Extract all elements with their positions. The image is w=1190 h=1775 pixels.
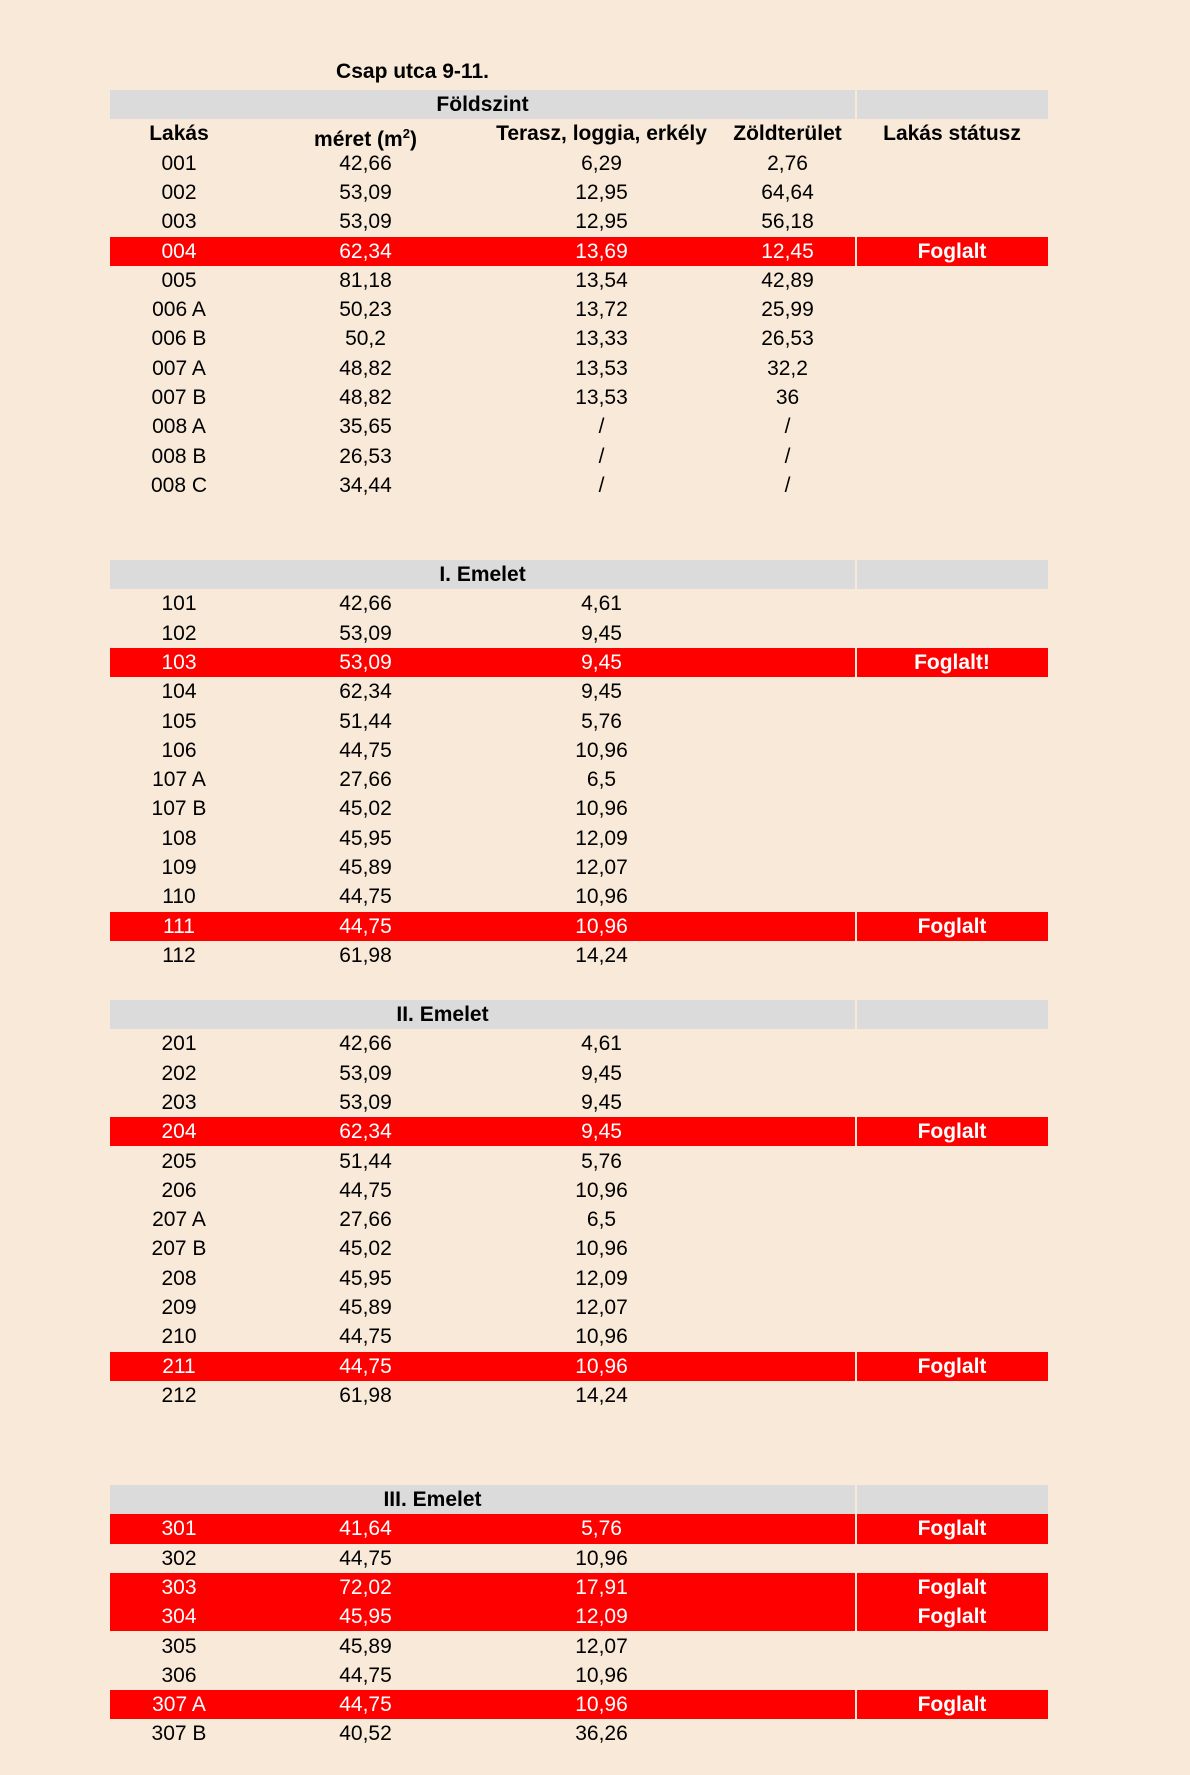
cell-terasz: 9,45 (581, 621, 622, 645)
cell-lakas: 103 (161, 650, 197, 674)
table-row (110, 1088, 1048, 1117)
cell-terasz: 10,96 (575, 1178, 628, 1202)
cell-lakas: 101 (161, 592, 197, 616)
header-terasz: Terasz, loggia, erkély (496, 122, 707, 146)
cell-lakas: 207 B (151, 1237, 207, 1261)
cell-zoldterulet (720, 912, 855, 941)
cell-status (856, 149, 1048, 178)
cell-terasz: 5,76 (581, 1517, 622, 1541)
cell-status: Foglalt (917, 239, 987, 263)
table-row (110, 1573, 1048, 1602)
cell-zoldterulet (720, 1117, 855, 1146)
cell-lakas: 108 (161, 826, 197, 850)
cell-terasz: 13,53 (575, 386, 628, 409)
header-status: Lakás státusz (883, 122, 1021, 146)
cell-status (856, 266, 1048, 295)
cell-zoldterulet (720, 648, 855, 677)
table-row (110, 853, 1048, 882)
cell-terasz: 13,33 (575, 327, 628, 351)
cell-status (856, 1147, 1048, 1176)
cell-lakas: 304 (161, 1605, 197, 1629)
cell-zoldterulet (720, 882, 855, 911)
cell-meret: 48,82 (339, 386, 392, 409)
cell-meret: 61,98 (339, 1383, 392, 1407)
table-row (110, 471, 1048, 500)
cell-zoldterulet: 56,18 (761, 210, 814, 234)
cell-status (856, 853, 1048, 882)
cell-meret: 53,09 (339, 650, 392, 674)
cell-terasz: 10,96 (575, 1663, 628, 1687)
table-row (110, 824, 1048, 853)
cell-status: Foglalt (917, 1120, 987, 1144)
cell-terasz: 13,69 (575, 239, 628, 263)
table-row (110, 1381, 1048, 1410)
cell-terasz: 10,96 (575, 1237, 628, 1261)
cell-zoldterulet: / (784, 415, 791, 439)
table-row (110, 1632, 1048, 1661)
cell-status (856, 882, 1048, 911)
cell-zoldterulet (720, 1352, 855, 1381)
header-lakas: Lakás (149, 122, 209, 146)
cell-zoldterulet (720, 736, 855, 765)
table-row (110, 1029, 1048, 1058)
cell-lakas: 003 (161, 210, 197, 234)
table-row (110, 1059, 1048, 1088)
cell-meret: 53,09 (339, 210, 392, 234)
cell-lakas: 302 (161, 1546, 197, 1570)
cell-lakas: 104 (161, 680, 197, 704)
cell-lakas: 205 (161, 1149, 197, 1173)
table-row (110, 1293, 1048, 1322)
cell-terasz: 12,09 (575, 826, 628, 850)
cell-zoldterulet (720, 1514, 855, 1543)
cell-status (856, 736, 1048, 765)
floor-header-status-bg (857, 560, 1048, 589)
cell-terasz: 4,61 (581, 1032, 622, 1056)
cell-lakas: 006 A (152, 298, 206, 322)
table-row (110, 1264, 1048, 1293)
cell-lakas: 211 (162, 1354, 196, 1378)
floor-name: II. Emelet (396, 1003, 489, 1026)
cell-status (856, 1088, 1048, 1117)
cell-zoldterulet: 32,2 (767, 356, 808, 380)
floor-header-status-bg (857, 90, 1048, 119)
cell-meret: 62,34 (339, 1120, 392, 1144)
cell-status: Foglalt (917, 1693, 987, 1717)
cell-zoldterulet (720, 1719, 855, 1748)
table-row (110, 1322, 1048, 1351)
cell-terasz: 36,26 (575, 1722, 628, 1746)
cell-meret: 44,75 (339, 885, 392, 909)
table-row (110, 178, 1048, 207)
cell-terasz: 10,96 (575, 797, 628, 821)
cell-status (856, 207, 1048, 236)
cell-status (856, 412, 1048, 441)
table-row (110, 882, 1048, 911)
table-row (110, 707, 1048, 736)
cell-meret: 45,89 (339, 1296, 392, 1319)
cell-zoldterulet (720, 1059, 855, 1088)
cell-meret: 61,98 (339, 943, 392, 967)
table-row (110, 1117, 1048, 1146)
cell-meret: 62,34 (339, 239, 392, 263)
floor-header-status-bg (857, 1485, 1048, 1514)
cell-zoldterulet (720, 1264, 855, 1293)
cell-status (856, 324, 1048, 353)
cell-terasz: 10,96 (575, 1354, 628, 1378)
cell-zoldterulet (720, 1088, 855, 1117)
cell-lakas: 203 (161, 1090, 197, 1114)
cell-zoldterulet (720, 794, 855, 823)
cell-terasz: 6,29 (581, 151, 622, 175)
cell-status (856, 824, 1048, 853)
cell-lakas: 210 (161, 1325, 197, 1349)
table-row (110, 736, 1048, 765)
cell-lakas: 106 (161, 738, 197, 762)
cell-meret: 44,75 (339, 1546, 392, 1570)
cell-zoldterulet (720, 619, 855, 648)
table-row (110, 1719, 1048, 1748)
cell-lakas: 202 (161, 1061, 197, 1085)
cell-status (856, 1632, 1048, 1661)
cell-lakas: 008 A (152, 415, 206, 439)
cell-meret: 34,44 (339, 473, 392, 497)
cell-meret: 81,18 (339, 268, 392, 292)
header-meret-text: méret (m (314, 128, 403, 152)
cell-status (856, 707, 1048, 736)
cell-terasz: 4,61 (581, 592, 622, 616)
cell-meret: 53,09 (339, 1090, 392, 1114)
cell-status (856, 471, 1048, 500)
cell-meret: 44,75 (339, 738, 392, 762)
cell-status (856, 354, 1048, 383)
cell-status (856, 1176, 1048, 1205)
cell-terasz: / (598, 444, 605, 468)
cell-status: Foglalt (917, 1575, 987, 1599)
table-row (110, 589, 1048, 618)
cell-meret: 72,02 (339, 1575, 392, 1599)
cell-zoldterulet (720, 1690, 855, 1719)
cell-status (856, 1322, 1048, 1351)
page-title: Csap utca 9-11. (336, 60, 489, 83)
cell-meret: 45,95 (339, 1266, 392, 1290)
cell-terasz: 9,45 (581, 650, 622, 674)
floor-header-status-bg (857, 1000, 1048, 1029)
cell-terasz: 9,45 (581, 1090, 622, 1114)
cell-zoldterulet: / (784, 473, 791, 497)
floor-name: I. Emelet (439, 563, 526, 586)
cell-zoldterulet: 12,45 (761, 239, 814, 263)
cell-meret: 44,75 (339, 1693, 392, 1717)
cell-meret: 41,64 (339, 1517, 392, 1541)
cell-lakas: 307 A (152, 1693, 206, 1717)
cell-lakas: 208 (161, 1266, 197, 1290)
cell-terasz: 12,07 (575, 1296, 628, 1319)
cell-terasz: 10,96 (575, 914, 628, 938)
cell-lakas: 206 (161, 1178, 197, 1202)
cell-terasz: 13,72 (575, 298, 628, 322)
table-row (110, 412, 1048, 441)
cell-zoldterulet (720, 765, 855, 794)
cell-terasz: 6,5 (586, 768, 617, 792)
cell-lakas: 306 (161, 1663, 197, 1687)
cell-status (856, 1029, 1048, 1058)
cell-meret: 27,66 (339, 768, 392, 792)
cell-terasz: 12,95 (575, 180, 628, 204)
cell-terasz: 6,5 (586, 1208, 617, 1232)
cell-status (856, 383, 1048, 412)
table-row (110, 648, 1048, 677)
cell-lakas: 207 A (152, 1208, 206, 1232)
cell-terasz: 10,96 (575, 738, 628, 762)
cell-terasz: 12,95 (575, 210, 628, 234)
cell-zoldterulet: 42,89 (761, 268, 814, 292)
cell-terasz: 5,76 (581, 709, 622, 733)
cell-terasz: 17,91 (575, 1575, 628, 1599)
cell-meret: 44,75 (339, 1325, 392, 1349)
header-meret-close: ) (409, 128, 417, 152)
table-row (110, 1234, 1048, 1263)
cell-lakas: 303 (161, 1575, 197, 1599)
cell-status (856, 1719, 1048, 1748)
cell-lakas: 008 B (151, 444, 207, 468)
cell-terasz: 12,07 (575, 856, 628, 879)
cell-lakas: 204 (161, 1120, 197, 1144)
cell-status (856, 1293, 1048, 1322)
cell-zoldterulet (720, 853, 855, 882)
cell-terasz: 10,96 (575, 1546, 628, 1570)
cell-terasz: 10,96 (575, 1325, 628, 1349)
cell-status (856, 619, 1048, 648)
cell-lakas: 006 B (151, 327, 207, 351)
cell-status: Foglalt (917, 1605, 987, 1629)
header-meret-sup: 2 (402, 126, 410, 142)
floor-header (110, 90, 1048, 119)
table-row (110, 1602, 1048, 1631)
cell-zoldterulet (720, 1632, 855, 1661)
cell-zoldterulet: / (784, 444, 791, 468)
cell-zoldterulet (720, 1661, 855, 1690)
cell-status: Foglalt (917, 1354, 987, 1378)
cell-zoldterulet: 2,76 (767, 151, 808, 175)
table-row (110, 354, 1048, 383)
cell-zoldterulet (720, 1147, 855, 1176)
cell-lakas: 212 (161, 1383, 197, 1407)
cell-zoldterulet: 25,99 (761, 298, 814, 322)
cell-status (856, 1264, 1048, 1293)
cell-terasz: 9,45 (581, 680, 622, 704)
cell-meret: 45,02 (339, 797, 392, 821)
cell-zoldterulet (720, 1029, 855, 1058)
table-row (110, 1661, 1048, 1690)
cell-zoldterulet (720, 941, 855, 970)
cell-lakas: 007 B (151, 386, 207, 409)
cell-lakas: 002 (161, 180, 197, 204)
cell-status: Foglalt (917, 1517, 987, 1541)
cell-lakas: 102 (161, 621, 197, 645)
table-row (110, 677, 1048, 706)
cell-zoldterulet (720, 1573, 855, 1602)
cell-meret: 48,82 (339, 356, 392, 380)
cell-meret: 42,66 (339, 1032, 392, 1056)
cell-terasz: 10,96 (575, 1693, 628, 1717)
cell-meret: 51,44 (339, 1149, 392, 1173)
cell-zoldterulet (720, 1234, 855, 1263)
cell-status: Foglalt (917, 914, 987, 938)
table-row (110, 1176, 1048, 1205)
table-row (110, 266, 1048, 295)
cell-zoldterulet (720, 707, 855, 736)
cell-status (856, 178, 1048, 207)
cell-zoldterulet (720, 677, 855, 706)
cell-lakas: 201 (161, 1032, 197, 1056)
cell-status (856, 1205, 1048, 1234)
cell-status (856, 442, 1048, 471)
cell-meret: 44,75 (339, 1663, 392, 1687)
cell-zoldterulet (720, 1602, 855, 1631)
cell-meret: 44,75 (339, 1354, 392, 1378)
cell-status (856, 794, 1048, 823)
cell-lakas: 111 (163, 914, 195, 938)
table-row (110, 1352, 1048, 1381)
table-row (110, 442, 1048, 471)
cell-meret: 44,75 (339, 914, 392, 938)
cell-zoldterulet: 64,64 (761, 180, 814, 204)
cell-lakas: 001 (161, 151, 197, 175)
cell-lakas: 307 B (151, 1722, 207, 1746)
cell-terasz: / (598, 415, 605, 439)
cell-meret: 40,52 (339, 1722, 392, 1746)
cell-zoldterulet (720, 1544, 855, 1573)
cell-terasz: 12,09 (575, 1605, 628, 1629)
cell-meret: 53,09 (339, 1061, 392, 1085)
cell-meret: 42,66 (339, 592, 392, 616)
table-row (110, 324, 1048, 353)
cell-status (856, 1544, 1048, 1573)
cell-meret: 45,89 (339, 1634, 392, 1658)
cell-terasz: 13,54 (575, 268, 628, 292)
cell-zoldterulet (720, 1381, 855, 1410)
cell-zoldterulet: 26,53 (761, 327, 814, 351)
cell-status (856, 1059, 1048, 1088)
cell-lakas: 004 (161, 239, 197, 263)
cell-terasz: 10,96 (575, 885, 628, 909)
cell-terasz: / (598, 473, 605, 497)
table-row (110, 794, 1048, 823)
cell-meret: 50,2 (345, 327, 386, 351)
cell-terasz: 14,24 (575, 943, 628, 967)
cell-status (856, 589, 1048, 618)
cell-lakas: 008 C (150, 473, 208, 497)
cell-terasz: 12,07 (575, 1634, 628, 1658)
table-row (110, 295, 1048, 324)
header-meret (248, 119, 483, 152)
floor-name: III. Emelet (383, 1488, 482, 1511)
cell-lakas: 109 (161, 856, 197, 879)
cell-zoldterulet (720, 1176, 855, 1205)
cell-lakas: 110 (162, 885, 196, 909)
header-zoldterulet: Zöldterület (733, 122, 842, 146)
cell-lakas: 112 (162, 943, 196, 967)
cell-status (856, 941, 1048, 970)
cell-lakas: 107 B (151, 797, 207, 821)
cell-meret: 53,09 (339, 621, 392, 645)
cell-meret: 44,75 (339, 1178, 392, 1202)
cell-status (856, 1234, 1048, 1263)
cell-lakas: 107 A (152, 768, 206, 792)
cell-lakas: 301 (161, 1517, 197, 1541)
table-row (110, 1147, 1048, 1176)
table-row (110, 1205, 1048, 1234)
cell-zoldterulet (720, 589, 855, 618)
table-row (110, 1544, 1048, 1573)
cell-lakas: 209 (161, 1296, 197, 1319)
table-row (110, 207, 1048, 236)
cell-meret: 45,89 (339, 856, 392, 879)
cell-meret: 53,09 (339, 180, 392, 204)
cell-terasz: 13,53 (575, 356, 628, 380)
table-row (110, 383, 1048, 412)
cell-meret: 27,66 (339, 1208, 392, 1232)
cell-meret: 50,23 (339, 298, 392, 322)
cell-status: Foglalt! (914, 650, 990, 674)
cell-meret: 35,65 (339, 415, 392, 439)
table-row (110, 619, 1048, 648)
cell-meret: 26,53 (339, 444, 392, 468)
cell-lakas: 305 (161, 1634, 197, 1658)
cell-lakas: 105 (161, 709, 197, 733)
cell-status (856, 295, 1048, 324)
cell-terasz: 5,76 (581, 1149, 622, 1173)
cell-zoldterulet (720, 824, 855, 853)
table-row (110, 912, 1048, 941)
table-row (110, 149, 1048, 178)
cell-zoldterulet: 36 (775, 386, 800, 409)
table-row (110, 1514, 1048, 1543)
cell-zoldterulet (720, 1205, 855, 1234)
cell-meret: 42,66 (339, 151, 392, 175)
cell-zoldterulet (720, 1322, 855, 1351)
table-row (110, 1690, 1048, 1719)
cell-zoldterulet (720, 1293, 855, 1322)
cell-meret: 51,44 (339, 709, 392, 733)
cell-terasz: 12,09 (575, 1266, 628, 1290)
cell-lakas: 005 (161, 268, 197, 292)
cell-status (856, 677, 1048, 706)
cell-lakas: 007 A (152, 356, 206, 380)
cell-status (856, 765, 1048, 794)
table-row (110, 765, 1048, 794)
cell-meret: 45,02 (339, 1237, 392, 1261)
table-row (110, 941, 1048, 970)
table-row (110, 237, 1048, 266)
floor-name: Földszint (436, 93, 529, 116)
floor-header (110, 1000, 1048, 1029)
floor-header (110, 560, 1048, 589)
column-header-row (110, 119, 1048, 152)
cell-meret: 62,34 (339, 680, 392, 704)
cell-meret: 45,95 (339, 1605, 392, 1629)
floor-header (110, 1485, 1048, 1514)
cell-status (856, 1381, 1048, 1410)
cell-meret: 45,95 (339, 826, 392, 850)
cell-terasz: 14,24 (575, 1383, 628, 1407)
cell-terasz: 9,45 (581, 1061, 622, 1085)
cell-status (856, 1661, 1048, 1690)
cell-terasz: 9,45 (581, 1120, 622, 1144)
